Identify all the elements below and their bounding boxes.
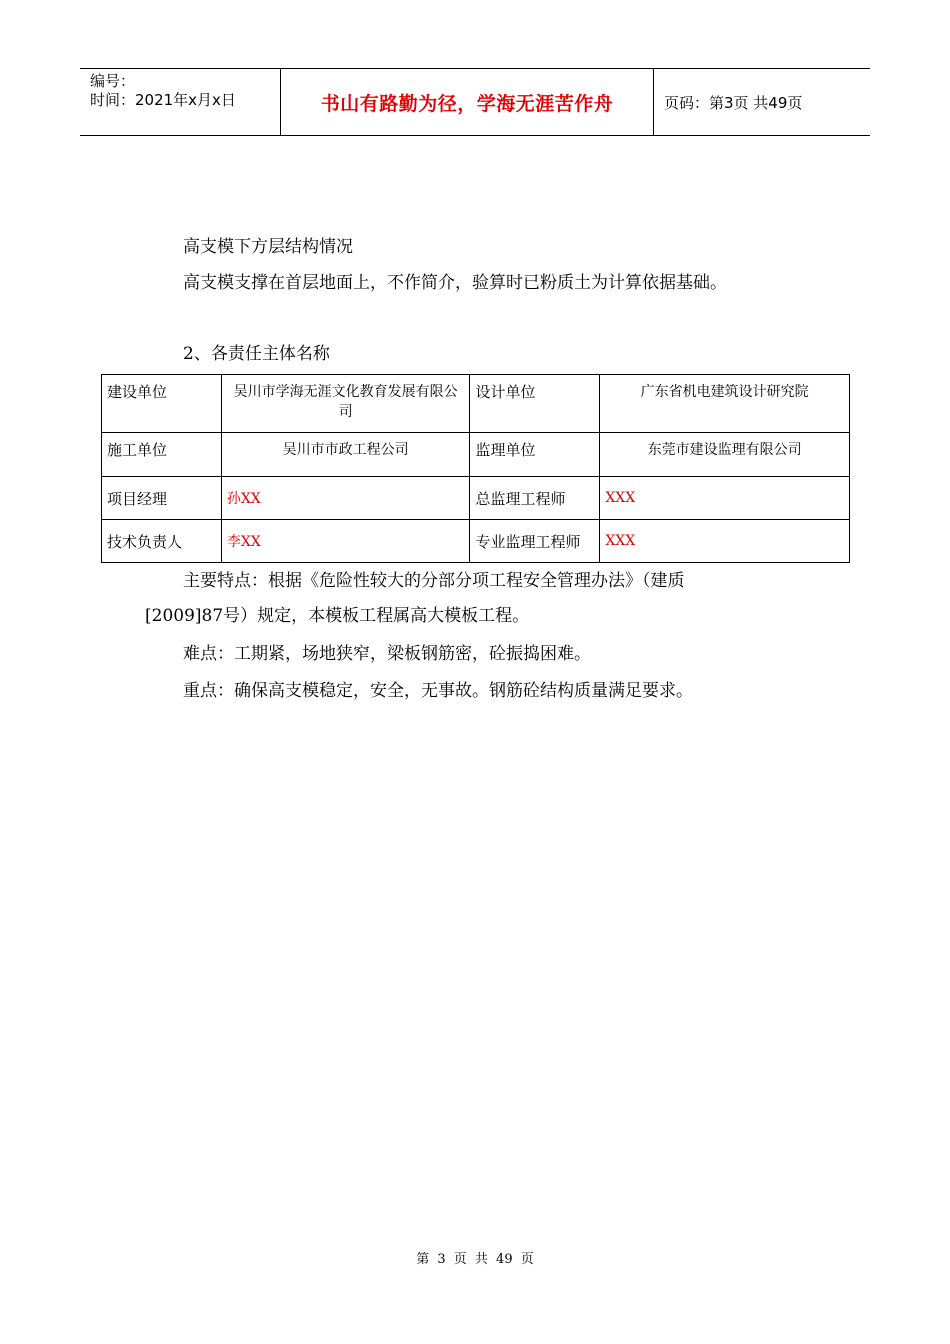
table-cell-label: 专业监理工程师: [470, 520, 600, 563]
responsible-parties-table: [101, 374, 850, 563]
table-cell-value: 东莞市建设监理有限公司: [600, 433, 850, 477]
table-cell-label: 技术负责人: [102, 520, 222, 563]
table-cell-label: 建设单位: [102, 375, 222, 433]
table-cell-value: XXX: [600, 520, 850, 563]
table-cell-value: 吴川市市政工程公司: [221, 433, 470, 477]
paragraph-key-points: 重点：确保高支模稳定，安全，无事故。钢筋砼结构质量满足要求。: [183, 681, 693, 701]
page-header: [80, 68, 870, 136]
section-title-responsible-parties: 2、各责任主体名称: [183, 344, 330, 364]
table-cell-value: 广东省机电建筑设计研究院: [600, 375, 850, 433]
header-meta: [80, 69, 281, 135]
header-page-number: 页码：第3页 共49页: [664, 93, 803, 112]
table-cell-value: XXX: [600, 477, 850, 520]
table-cell-value: 孙XX: [221, 477, 470, 520]
document-number: 编号：: [90, 72, 136, 90]
paragraph-main-features: 主要特点：根据《危险性较大的分部分项工程安全管理办法》（建质: [183, 571, 685, 591]
page-footer: 第 3 页 共 49 页: [416, 1252, 534, 1267]
table-cell-label: 设计单位: [470, 375, 600, 433]
table-cell-value: 李XX: [221, 520, 470, 563]
paragraph-substructure-title: 高支模下方层结构情况: [183, 237, 353, 257]
paragraph-main-features-continued: [2009]87号）规定，本模板工程属高大模板工程。: [145, 606, 530, 626]
table-row: [102, 477, 850, 520]
header-motto: 书山有路勤为径，学海无涯苦作舟: [281, 69, 654, 135]
table-cell-label: 总监理工程师: [470, 477, 600, 520]
paragraph-substructure-text: 高支模支撑在首层地面上，不作简介，验算时已粉质土为计算依据基础。: [183, 273, 727, 293]
table-cell-label: 监理单位: [470, 433, 600, 477]
table-row: [102, 433, 850, 477]
table-cell-label: 项目经理: [102, 477, 222, 520]
paragraph-difficulties: 难点：工期紧，场地狭窄，梁板钢筋密，砼振捣困难。: [183, 644, 591, 664]
table-cell-label: 施工单位: [102, 433, 222, 477]
document-date: 时间：2021年x月x日: [90, 91, 236, 109]
table-cell-value: 吴川市学海无涯文化教育发展有限公司: [221, 375, 470, 433]
table-row: [102, 375, 850, 433]
table-row: [102, 520, 850, 563]
